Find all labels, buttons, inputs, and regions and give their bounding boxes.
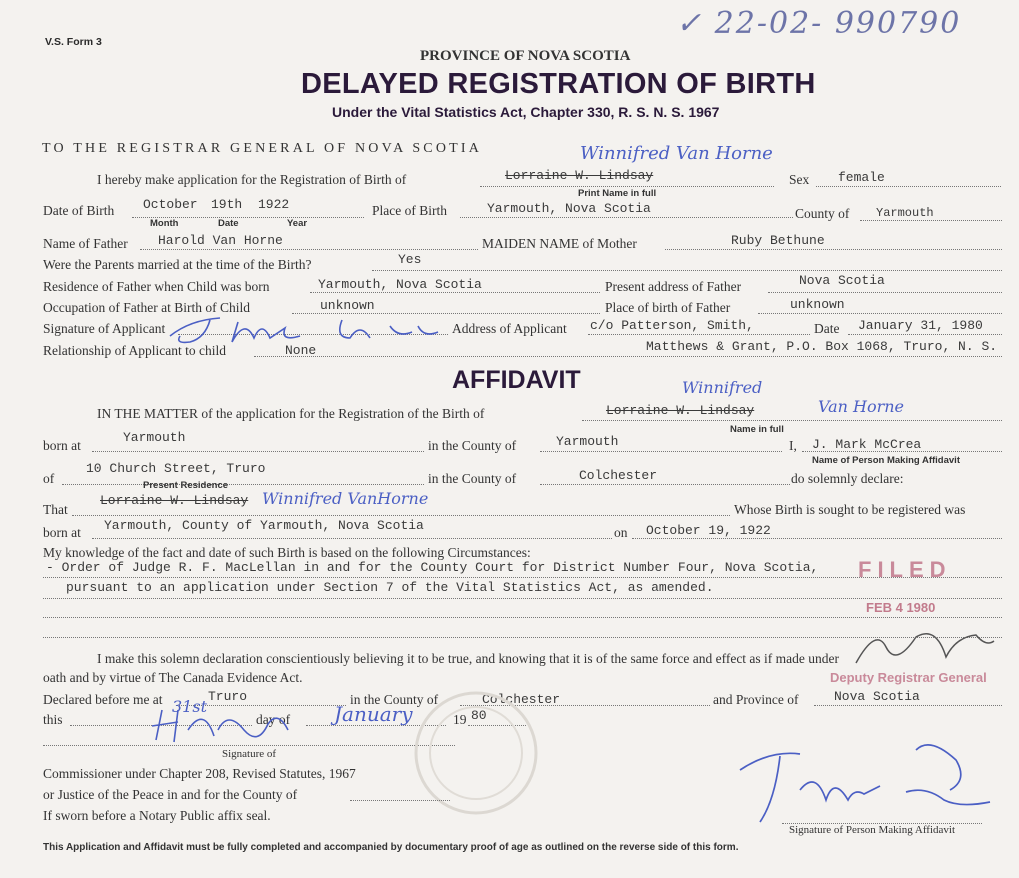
province-label: and Province of [713,692,799,707]
circumstance-rule-2 [43,598,1002,599]
declare-label: do solemnly declare: [791,471,904,486]
form-title: DELAYED REGISTRATION OF BIRTH [301,68,816,100]
affidavit-name-hand-top: Winnifred [682,378,763,397]
apply-label: I hereby make application for the Registration of Birth of [97,172,407,187]
county-label: County of [795,206,850,221]
father-pob-value: unknown [790,297,845,312]
present-address-line [768,292,1002,293]
whose-label: Whose Birth is sought to be registered was [734,502,966,517]
county-of-3-label: in the County of [350,692,439,707]
born-at-2-label: born at [43,525,81,540]
affidavit-heading: AFFIDAVIT [452,366,581,394]
justice-line: or Justice of the Peace in and for the County of [43,787,298,802]
form-subtitle: Under the Vital Statistics Act, Chapter 330, R. S. N. S. 1967 [332,104,720,120]
that-handwritten: Winnifred VanHorne [262,489,429,508]
father-pob-line [758,313,1002,314]
commissioner-signature-line [43,745,455,746]
day-value: 31st [172,697,207,716]
applicant-address-line [588,334,810,335]
sex-line [816,186,1001,187]
born-at-value: Yarmouth [123,430,186,445]
footer-note: This Application and Affidavit must be fully completed and accompanied by documentary proof of age as outlined on the reverse side of this form. [43,842,739,853]
residence-label: Residence of Father when Child was born [43,279,270,294]
deponent-caption: Name of Person Making Affidavit [812,455,960,466]
of-label: of [43,471,55,486]
relationship-label: Relationship of Applicant to child [43,343,226,358]
on-line [632,538,1002,539]
deputy-registrar-stamp: Deputy Registrar General [830,670,987,685]
dob-month: October [143,197,198,212]
born-at-2-value: Yarmouth, County of Yarmouth, Nova Scotia [104,518,424,533]
pob-value: Yarmouth, Nova Scotia [487,201,651,216]
county-value: Yarmouth [876,206,934,220]
married-value: Yes [398,252,422,267]
married-line [372,270,1002,271]
deponent-signature-caption: Signature of Person Making Affidavit [789,824,955,836]
relationship-value: None [285,343,317,358]
that-label: That [43,502,68,517]
month-value: January [334,702,413,726]
name-handwritten: Winnifred Van Horne [580,143,773,164]
applicant-signature [150,308,450,348]
date-value: January 31, 1980 [858,318,983,333]
applicant-address-label: Address of Applicant [452,321,567,336]
father-line [140,249,478,250]
commissioner-signature [148,700,328,750]
mother-label: MAIDEN NAME of Mother [482,236,637,251]
occupation-value: unknown [320,298,375,313]
notary-line: If sworn before a Notary Public affix seal. [43,808,271,823]
signature-label: Signature of Applicant [43,321,166,336]
affidavit-name-hand-right: Van Horne [818,397,905,416]
relationship-line [254,356,1002,357]
residence-value: Yarmouth, Nova Scotia [318,277,482,292]
date-line [848,334,1002,335]
caption-year: Year [287,218,308,229]
matter-label: IN THE MATTER of the application for the Registration of the Birth of [97,406,485,421]
married-label: Were the Parents married at the time of the Birth? [43,257,312,272]
date-label: Date [814,321,840,336]
declared-value: Truro [208,689,248,704]
mother-line [665,249,1002,250]
deponent-signature [730,730,1010,830]
print-name-caption: Print Name in full [578,188,657,199]
registrar-signature [826,617,1006,677]
born-at-2-line [92,538,612,539]
pob-label: Place of Birth [372,203,447,218]
present-address-label: Present address of Father [605,279,742,294]
on-value: October 19, 1922 [646,523,771,538]
occupation-label: Occupation of Father at Birth of Child [43,300,250,315]
this-label: this [43,712,63,727]
circumstance-line-2: pursuant to an application under Section 7 of the Vital Statistics Act, as amended. [66,580,714,595]
present-address-value: Nova Scotia [799,273,885,288]
sex-value: female [838,170,885,185]
mother-value: Ruby Bethune [731,233,825,248]
that-line [72,515,730,516]
name-line [480,186,774,187]
pob-line [460,217,793,218]
to-registrar-line: TO THE REGISTRAR GENERAL OF NOVA SCOTIA [42,141,483,156]
commissioner-line: Commissioner under Chapter 208, Revised Statutes, 1967 [43,766,356,781]
dob-label: Date of Birth [43,203,115,218]
born-at-line [92,451,424,452]
caption-month: Month [150,218,179,229]
declaration-line-2: oath and by virtue of The Canada Evidence Act. [43,670,303,685]
year-value: 80 [471,708,487,723]
name-in-full-caption: Name in full [730,424,784,435]
that-typed: Lorraine W. Lindsay [100,493,249,508]
province-line [814,705,1002,706]
county-line [860,220,1002,221]
form-number: V.S. Form 3 [45,36,102,48]
applicant-address-value-2: Matthews & Grant, P.O. Box 1068, Truro, N. S. [646,339,998,354]
county-of-2-line [540,484,790,485]
county-of-2-value: Colchester [579,468,658,483]
father-label: Name of Father [43,236,128,251]
sex-label: Sex [789,172,810,187]
knowledge-label: My knowledge of the fact and date of such Birth is based on the following Circumstances: [43,545,531,560]
county-of-label: in the County of [428,438,517,453]
county-of-value: Yarmouth [556,434,619,449]
father-value: Harold Van Horne [158,233,283,248]
caption-date: Date [218,218,239,229]
day-of-label: day of [256,712,291,727]
born-at-label: born at [43,438,81,453]
county-of-2-label: in the County of [428,471,517,486]
residence-line [310,292,600,293]
applicant-address-value: c/o Patterson, Smith, [590,318,754,333]
circumstance-line-1: - Order of Judge R. F. MacLellan in and for the County Court for District Number Four, Nova Scotia, [46,560,819,575]
present-residence-caption: Present Residence [143,480,229,491]
signature-of-caption: Signature of [222,748,277,760]
filed-date-stamp: FEB 4 1980 [866,600,936,615]
deponent-value: J. Mark McCrea [812,437,922,452]
name-typed: Lorraine W. Lindsay [505,168,654,183]
affidavit-name-typed: Lorraine W. Lindsay [606,403,755,418]
affidavit-name-line [582,420,1002,421]
present-residence-value: 10 Church Street, Truro [86,461,266,476]
on-label: on [614,525,628,540]
file-number-handwritten: ✓ 22-02- 990790 [676,6,962,41]
declared-label: Declared before me at [43,692,163,707]
filed-stamp: FILED [858,557,952,582]
dob-year: 1922 [258,197,290,212]
declaration-line-1: I make this solemn declaration conscientiously believing it to be true, and knowing that it is of the same force and effect as if made under [97,651,840,666]
i-label: I, [789,438,797,453]
present-residence-line [62,484,424,485]
county-of-3-value: Colchester [482,692,561,707]
province-value: Nova Scotia [834,689,920,704]
justice-county-line [350,800,450,801]
province-heading: PROVINCE OF NOVA SCOTIA [420,48,631,64]
dob-date: 19th [211,197,243,212]
father-pob-label: Place of birth of Father [605,300,731,315]
year-prefix: 19 [453,712,467,727]
county-of-line [540,451,782,452]
notary-seal [396,688,556,818]
